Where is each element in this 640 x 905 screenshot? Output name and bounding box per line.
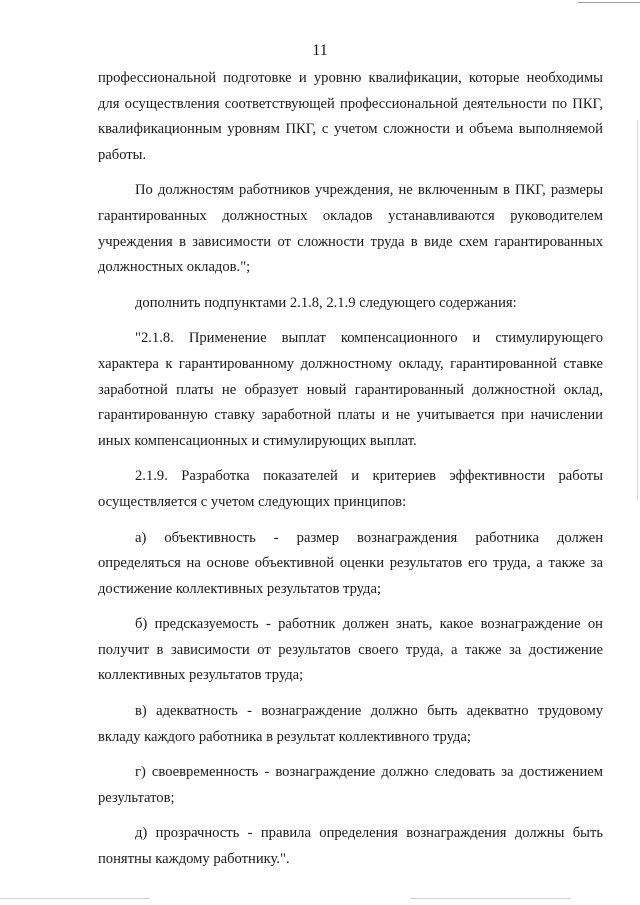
page-number: 11 (312, 42, 328, 59)
scan-artifact-edge (637, 120, 638, 500)
paragraph-2-1-8: "2.1.8. Применение выплат компенсационного и стимулирующего характера к гарантированному должностному окладу, гарантированной ставке заработной платы не образует новый гарантированный должностной оклад, гарантированную ставку заработной платы и не учитывается при начислении иных компенсационных и стимулирующих выплат. (98, 330, 603, 449)
scan-artifact-line (0, 898, 150, 899)
list-item-timeliness: г) своевременность - вознаграждение должно следовать за достижением результатов; (98, 764, 603, 806)
list-item-transparency: д) прозрачность - правила определения вознаграждения должны быть понятны каждому работнику.". (98, 825, 603, 868)
list-item-adequacy: в) адекватность - вознаграждение должно быть адекватно трудовому вкладу каждого работника в результат коллективного труда; (98, 703, 603, 745)
list-item-objectivity: а) объективность - размер вознаграждения работника должен определяться на основе объективной оценки результатов его труда, а также за достижение коллективных результатов труда; (98, 529, 603, 597)
scan-artifact-line (578, 2, 640, 3)
scan-artifact-line (410, 898, 570, 899)
paragraph-salary-schemes: По должностям работников учреждения, не включенным в ПКГ, размеры гарантированных должностных окладов устанавливаются руководителем учреждения в зависимости от сложности труда в виде схем гарантированных должностных окладов."; (98, 182, 603, 276)
paragraph-amendment-intro: дополнить подпунктами 2.1.8, 2.1.9 следующего содержания: (135, 294, 517, 311)
document-body (98, 66, 603, 873)
paragraph-2-1-9: 2.1.9. Разработка показателей и критериев эффективности работы осуществляется с учетом следующих принципов: (98, 468, 603, 510)
list-item-predictability: б) предсказуемость - работник должен знать, какое вознаграждение он получит в зависимости от результатов своего труда, а также за достижение коллективных результатов труда; (98, 616, 603, 684)
paragraph-continuation: профессиональной подготовке и уровню квалификации, которые необходимы для осуществления соответствующей профессиональной деятельности по ПКГ, квалификационным уровням ПКГ, с учетом сложности и объема выполняемой работы. (98, 70, 603, 163)
